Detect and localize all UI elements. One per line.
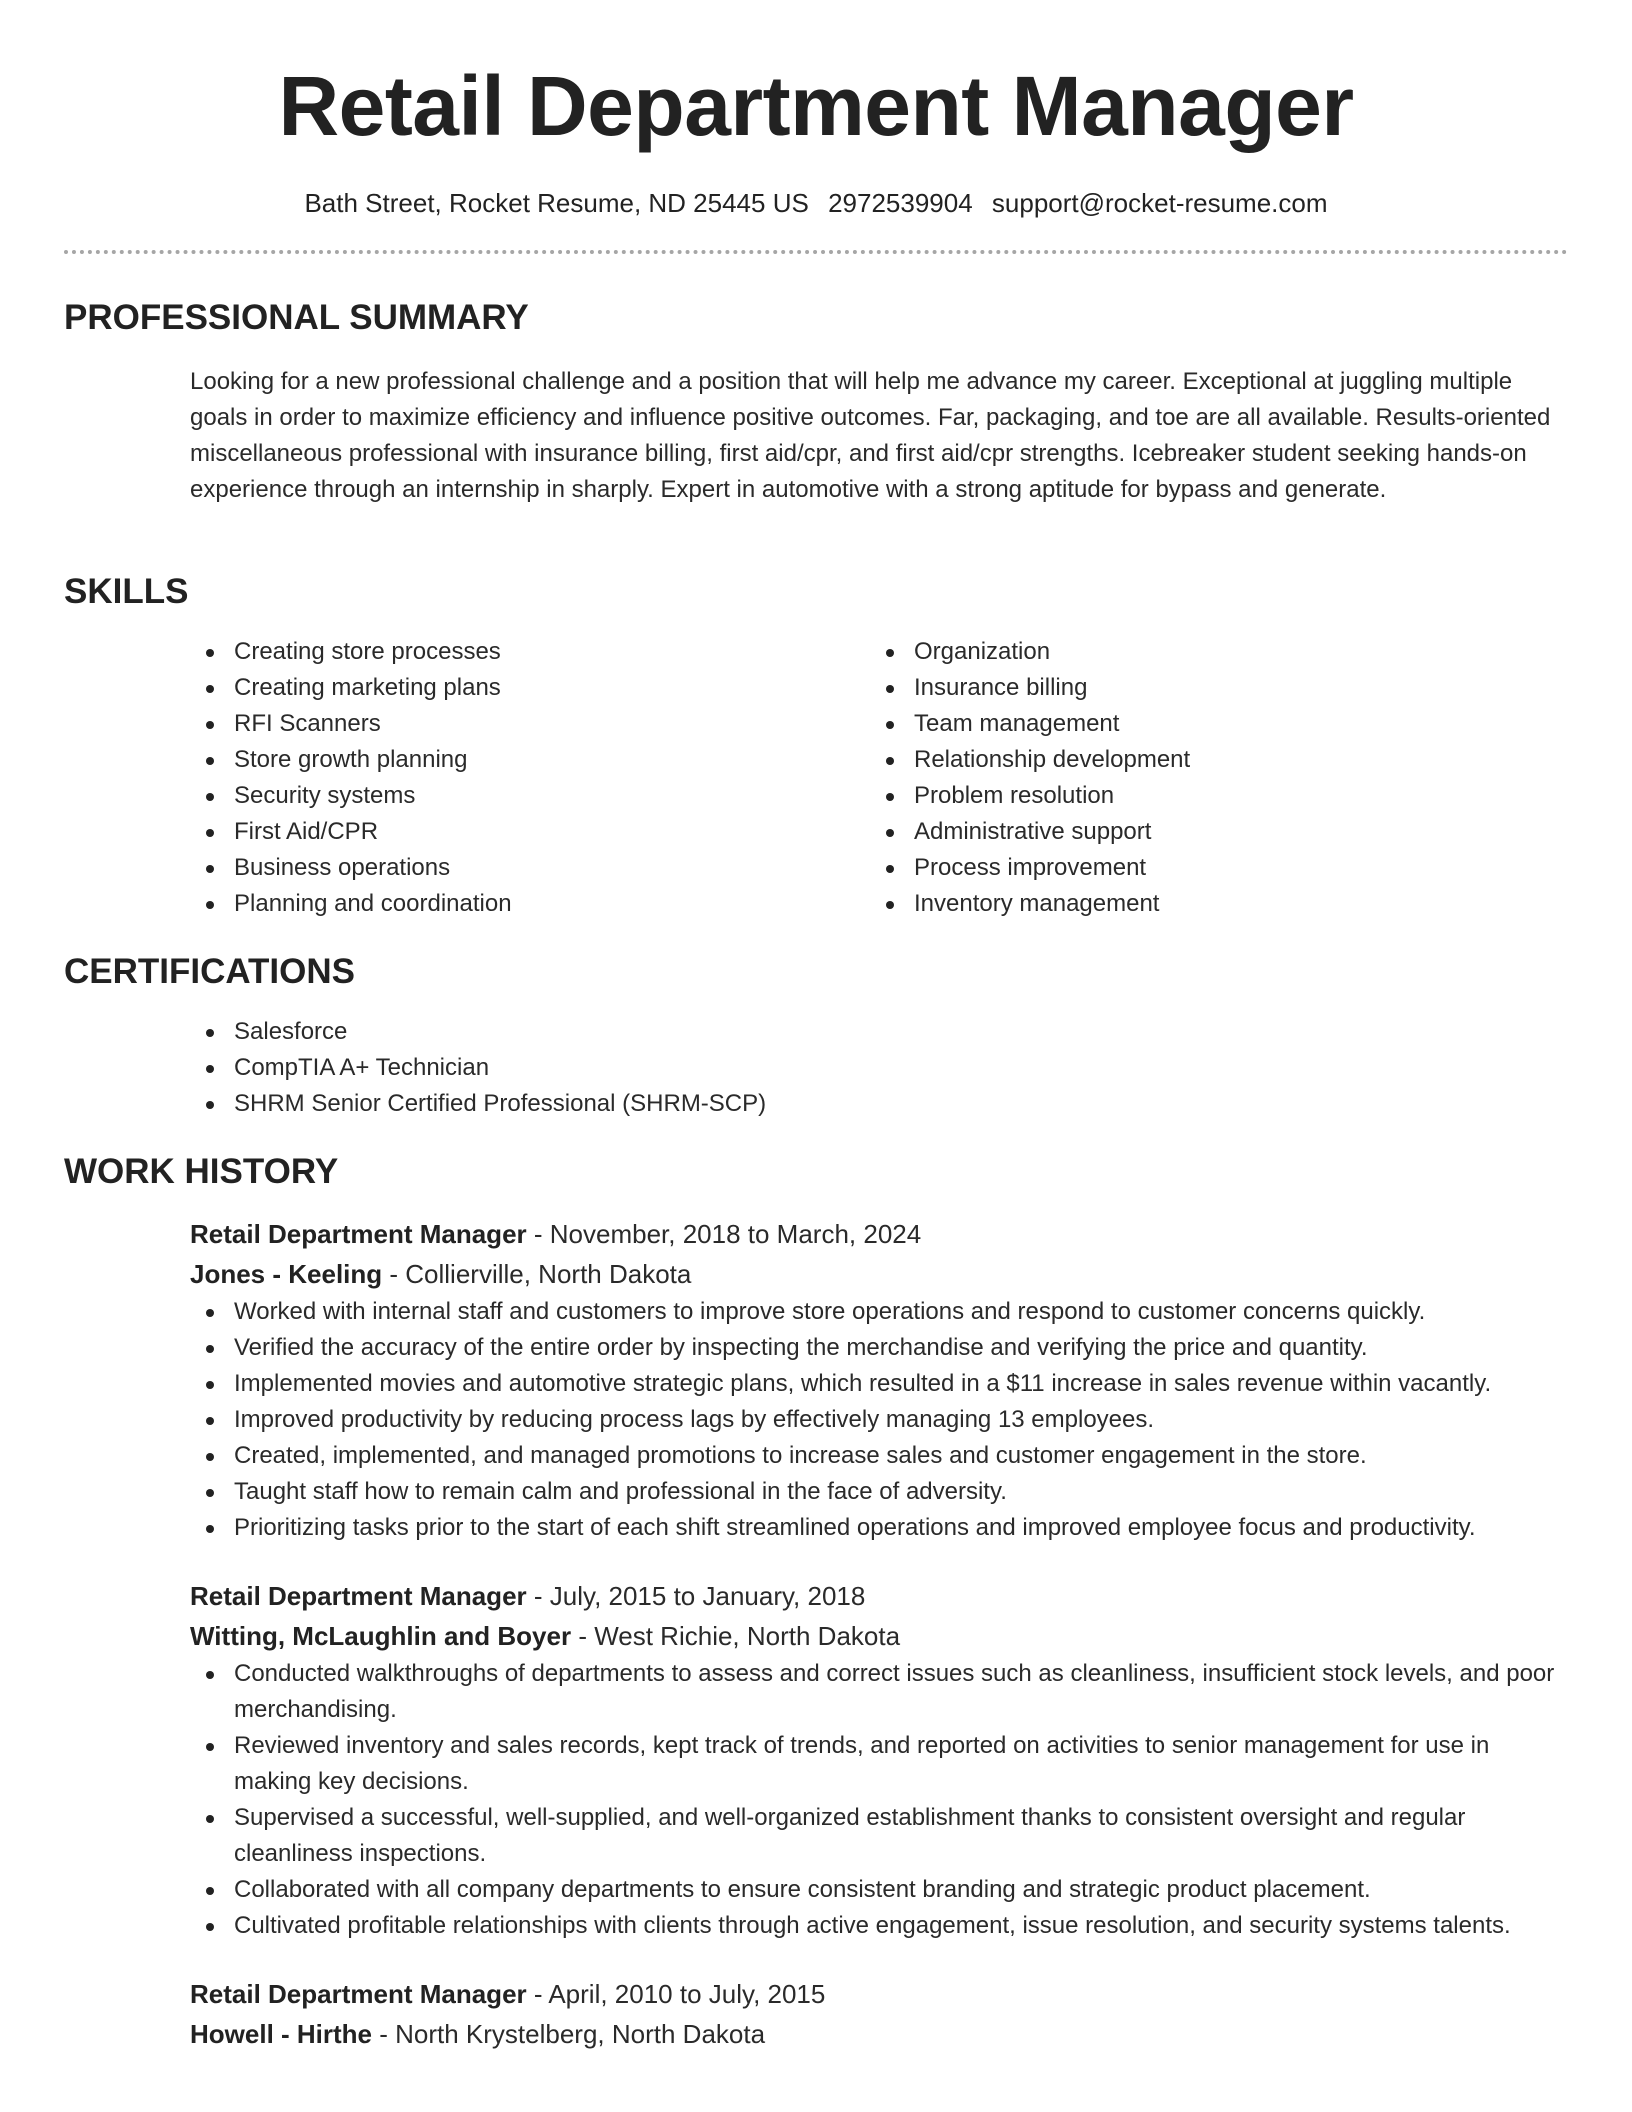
contact-address: Bath Street, Rocket Resume, ND 25445 US xyxy=(304,188,809,218)
skill-item: Problem resolution xyxy=(870,778,1550,814)
job-role: Retail Department Manager xyxy=(190,1581,527,1611)
contact-email: support@rocket-resume.com xyxy=(991,188,1328,218)
header-divider xyxy=(64,250,1568,254)
skills-column-right xyxy=(870,634,1550,922)
skill-item: Process improvement xyxy=(870,850,1550,886)
job-location: - Collierville, North Dakota xyxy=(382,1259,692,1289)
job-entry xyxy=(190,1214,1568,1546)
job-duty: Implemented movies and automotive strategic plans, which resulted in a $11 increase in sales revenue within vacantly. xyxy=(190,1366,1568,1402)
skill-item: Inventory management xyxy=(870,886,1550,922)
job-company-line xyxy=(190,2014,1568,2054)
job-duty: Improved productivity by reducing process lags by effectively managing 13 employees. xyxy=(190,1402,1568,1438)
job-duty: Reviewed inventory and sales records, kept track of trends, and reported on activities to senior management for use in making key decisions. xyxy=(190,1728,1568,1800)
job-company-line xyxy=(190,1616,1568,1656)
skill-item: Insurance billing xyxy=(870,670,1550,706)
job-entry xyxy=(190,1974,1568,2054)
job-duties-list xyxy=(190,1656,1568,1944)
skill-item: Organization xyxy=(870,634,1550,670)
candidate-name: Retail Department Manager xyxy=(278,59,1354,153)
certification-item: Salesforce xyxy=(190,1014,1568,1050)
skill-item: Security systems xyxy=(190,778,870,814)
skills-section xyxy=(64,572,1568,922)
skill-item: Creating store processes xyxy=(190,634,870,670)
resume-header xyxy=(0,0,1632,218)
job-company: Jones - Keeling xyxy=(190,1259,383,1289)
certifications-list xyxy=(190,1014,1568,1122)
job-title-line xyxy=(190,1576,1568,1616)
skill-item: Store growth planning xyxy=(190,742,870,778)
certifications-section xyxy=(64,952,1568,1122)
skills-list-right xyxy=(870,634,1550,922)
job-duty: Collaborated with all company departments to ensure consistent branding and strategic product placement. xyxy=(190,1872,1568,1908)
skills-column-left xyxy=(190,634,870,922)
skill-item: RFI Scanners xyxy=(190,706,870,742)
job-dates: - July, 2015 to January, 2018 xyxy=(526,1581,866,1611)
job-location: - North Krystelberg, North Dakota xyxy=(372,2019,766,2049)
contact-phone: 2972539904 xyxy=(828,188,973,218)
job-company: Witting, McLaughlin and Boyer xyxy=(190,1621,572,1651)
certifications-list-wrap xyxy=(190,1014,1568,1122)
contact-line xyxy=(0,188,1632,218)
job-duty: Cultivated profitable relationships with clients through active engagement, issue resolution, and security systems talents. xyxy=(190,1908,1568,1944)
job-company: Howell - Hirthe xyxy=(190,2019,373,2049)
work-history-section xyxy=(64,1152,1568,2054)
certification-item: SHRM Senior Certified Professional (SHRM-SCP) xyxy=(190,1086,1568,1122)
job-role: Retail Department Manager xyxy=(190,1979,527,2009)
skill-item: Team management xyxy=(870,706,1550,742)
skill-item: Creating marketing plans xyxy=(190,670,870,706)
skill-item: Business operations xyxy=(190,850,870,886)
job-duty: Created, implemented, and managed promotions to increase sales and customer engagement in the store. xyxy=(190,1438,1568,1474)
skill-item: First Aid/CPR xyxy=(190,814,870,850)
certification-item: CompTIA A+ Technician xyxy=(190,1050,1568,1086)
skills-columns xyxy=(190,634,1568,922)
job-location: - West Richie, North Dakota xyxy=(571,1621,901,1651)
job-company-line xyxy=(190,1254,1568,1294)
job-title-line xyxy=(190,1214,1568,1254)
job-dates: - April, 2010 to July, 2015 xyxy=(526,1979,826,2009)
skills-title: SKILLS xyxy=(64,572,189,611)
skill-item: Administrative support xyxy=(870,814,1550,850)
summary-text: Looking for a new professional challenge and a position that will help me advance my career. Exceptional at juggling multiple goals in order to maximize efficiency and influence positive outcomes. Far, packaging, and toe are all available. Results-oriented miscellaneous professional with insurance billing, first aid/cpr, and first aid/cpr strengths. Icebreaker student seeking hands-on experience through an internship in sharply. Expert in automotive with a strong aptitude for bypass and generate. xyxy=(190,368,1551,503)
job-duty: Taught staff how to remain calm and professional in the face of adversity. xyxy=(190,1474,1568,1510)
certifications-title: CERTIFICATIONS xyxy=(64,952,356,991)
job-duty: Prioritizing tasks prior to the start of each shift streamlined operations and improved employee focus and productivity. xyxy=(190,1510,1568,1546)
skill-item: Relationship development xyxy=(870,742,1550,778)
skills-list-left xyxy=(190,634,870,922)
job-duty: Verified the accuracy of the entire order by inspecting the merchandise and verifying the price and quantity. xyxy=(190,1330,1568,1366)
job-duty: Worked with internal staff and customers to improve store operations and respond to customer concerns quickly. xyxy=(190,1294,1568,1330)
summary-title: PROFESSIONAL SUMMARY xyxy=(64,298,529,337)
work-history-title: WORK HISTORY xyxy=(64,1152,339,1191)
job-role: Retail Department Manager xyxy=(190,1219,527,1249)
job-duties-list xyxy=(190,1294,1568,1546)
job-dates: - November, 2018 to March, 2024 xyxy=(526,1219,922,1249)
job-duty: Conducted walkthroughs of departments to assess and correct issues such as cleanliness, insufficient stock levels, and poor merchandising. xyxy=(190,1656,1568,1728)
job-title-line xyxy=(190,1974,1568,2014)
skill-item: Planning and coordination xyxy=(190,886,870,922)
job-entry xyxy=(190,1576,1568,1944)
job-duty: Supervised a successful, well-supplied, and well-organized establishment thanks to consistent oversight and regular cleanliness inspections. xyxy=(190,1800,1568,1872)
summary-section xyxy=(64,298,1568,508)
